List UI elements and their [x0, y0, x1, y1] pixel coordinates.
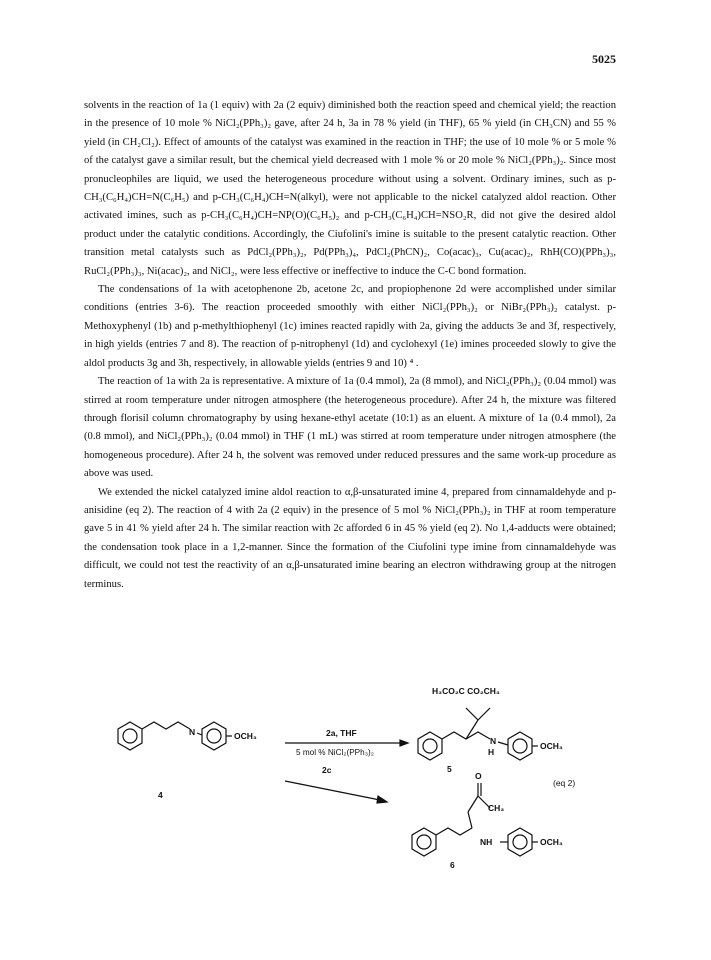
product5-anisyl-ring [508, 732, 532, 760]
product6-amine-label: NH [480, 837, 493, 847]
body-text [84, 97, 616, 594]
reactant-chain [142, 722, 190, 729]
product5-esters-label: H₃CO₂C CO₂CH₃ [432, 686, 500, 696]
reactant-methoxy-label: OCH₃ [234, 731, 257, 741]
reagent-top-label: 2a, THF [326, 728, 357, 738]
page-number: 5025 [592, 52, 616, 66]
product6-anisyl-ring [508, 828, 532, 856]
compound-6-label: 6 [450, 860, 455, 870]
product6-methyl-label: CH₃ [488, 803, 505, 813]
product5-phenyl-ring [418, 732, 442, 760]
reactant-phenyl-ring [118, 722, 142, 750]
product5-hydrogen-label: H [488, 747, 495, 757]
scheme-drawing [0, 668, 711, 898]
paragraph: We extended the nickel catalyzed imine aldol reaction to α,β-unsaturated imine 4, prepared from cinnamaldehyde and p-anisidine (eq 2). The reaction of 4 with 2a (2 equiv) in the presence of 5 mol % NiCl₂(PPh₃)₂ in THF at room temperature gave 5 in 41 % yield after 24 h. The similar reaction with 2c afforded 6 in 45 % yield (eq 2). No 1,4-adducts were obtained; the condensation took place in a 1,2-manner. Since the formation of the Ciufolini type imine from cinnamaldehyde was difficult, we could not test the reactivity of an α,β-unsaturated imine bearing an electron withdrawing group at the nitrogen terminus. [84, 486, 616, 590]
product6-methoxy-label: OCH₃ [540, 837, 563, 847]
paragraph: solvents in the reaction of 1a (1 equiv) with 2a (2 equiv) diminished both the reaction speed and chemical yield; the reaction in the presence of 10 mole % NiCl₂(PPh₃)₂ gave, after 24 h, 3a in 78 % yield (in THF), 65 % yield (in CH₃CN) and 55 % yield (in CH₂Cl₂). Effect of amounts of the catalyst was examined in the reaction in THF; the use of 10 mole % or 5 mole % of the catalyst gave a similar result, but the chemical yield decreased with 1 mole % or 20 mole % NiCl₂(PPh₃)₂. Since most pronucleophiles are liquid, we used the heterogeneous procedure without using a solvent. Ordinary imines, such as p-CH₃(C₆H₄)CH=N(C₆H₅) and p-CH₃(C₆H₄)CH=N(alkyl), were not applicable to the nickel catalyzed aldol reaction. Other activated imines, such as p-CH₃(C₆H₄)CH=NP(O)(C₆H₅)₂ and p-CH₃(C₆H₄)CH=NSO₂R, did not give the desired aldol product under the catalytic conditions. Accordingly, the Ciufolini's imine is suitable to the present catalytic reaction. Other transition metal catalysts such as PdCl₂(PPh₃)₂, Pd(PPh₃)₄, PdCl₂(PhCN)₂, Co(acac)₃, Cu(acac)₂, RhH(CO)(PPh₃)₃, RuCl₂(PPh₃)₃, Ni(acac)₂, and NiCl₂, were less effective or ineffective to induce the C-C bond formation. [84, 100, 616, 277]
product6-phenyl-ring [412, 828, 436, 856]
compound-4-label: 4 [158, 790, 163, 800]
reaction-arrow-2 [285, 781, 380, 800]
product5-methoxy-label: OCH₃ [540, 741, 563, 751]
reactant-nitrogen-label: N [189, 727, 196, 737]
equation-number: (eq 2) [553, 778, 576, 788]
catalyst-conditions-label: 5 mol % NiCl₂(PPh₃)₂ [296, 748, 374, 757]
reaction-scheme [0, 668, 711, 898]
reactant-anisyl-ring [202, 722, 226, 750]
product5-nitrogen-label: N [490, 736, 497, 746]
paragraph: The condensations of 1a with acetophenone 2b, acetone 2c, and propiophenone 2d were accomplished under similar conditions (entries 3-6). The reaction proceeded smoothly with either NiCl₂(PPh₃)₂ or NiBr₂(PPh₃)₂ catalyst. p-Methoxyphenyl (1b) and p-methylthiophenyl (1c) imines reacted rapidly with 2a, giving the adducts 3e and 3f, respectively, in high yields (entries 7 and 8). The reaction of p-nitrophenyl (1d) and cyclohexyl (1e) imines proceeded slowly to give the aldol products 3g and 3h, respectively, in allowable yields (entries 9 and 10) ⁴ . [84, 284, 616, 369]
product6-carbonyl-oxygen-label: O [475, 771, 482, 781]
reagent-bottom-label: 2c [322, 765, 332, 775]
compound-5-label: 5 [447, 764, 452, 774]
paragraph: The reaction of 1a with 2a is representative. A mixture of 1a (0.4 mmol), 2a (8 mmol), and NiCl₂(PPh₃)₂ (0.04 mmol) was stirred at room temperature under nitrogen atmosphere (the heterogeneous procedure). After 24 h, the mixture was filtered through florisil column chromatography by using hexane-ethyl acetate (10:1) as an eluent. A mixture of 1a (0.4 mmol), 2a (0.8 mmol), and NiCl₂(PPh₃)₂ (0.04 mmol) in THF (1 mL) was stirred at room temperature under nitrogen atmosphere (the homogeneous procedure). After 24 h, the solvent was removed under reduced pressures and the same work-up procedure as above was used. [84, 376, 616, 480]
